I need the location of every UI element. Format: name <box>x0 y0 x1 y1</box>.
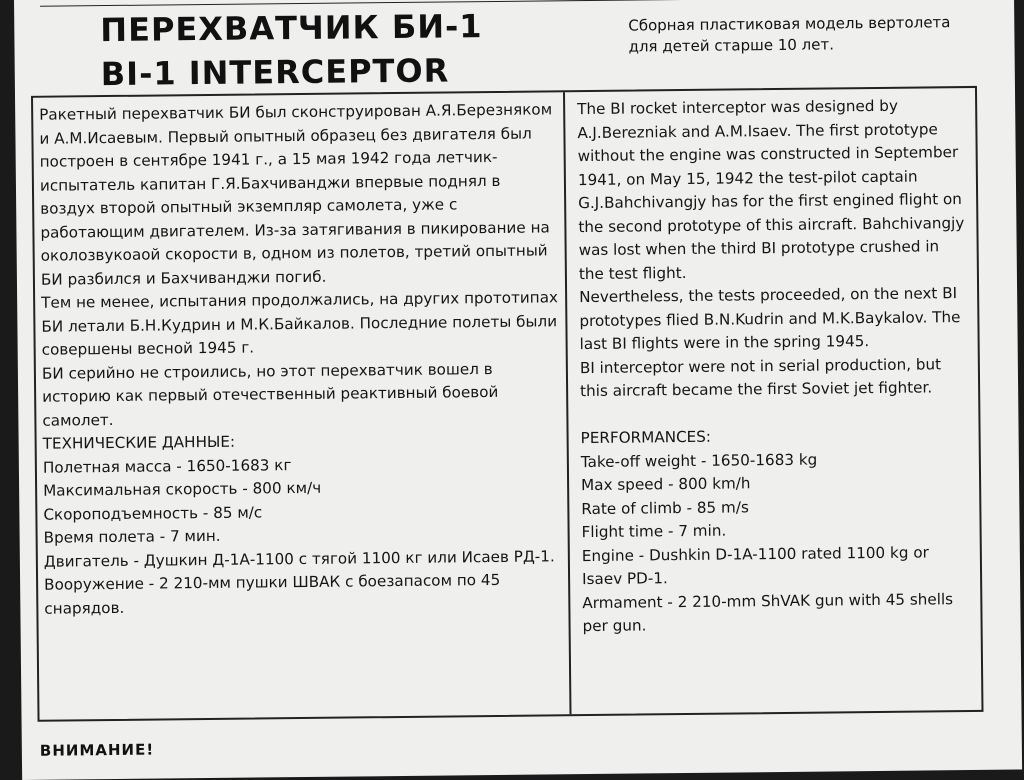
en-spec-climb: Rate of climb - 85 m/s <box>581 497 749 518</box>
en-spec-armament: Armament - 2 210-mm ShVAK gun with 45 shells per gun. <box>582 589 954 636</box>
ru-spec-armament: Вооружение - 2 210-мм пушки ШВАК с боезапасом по 45 снарядов. <box>44 570 501 618</box>
en-paragraph-3: BI interceptor were not in serial production, but this aircraft became the first Soviet jet fighter. <box>579 354 942 401</box>
en-spec-flight-time: Flight time - 7 min. <box>581 521 727 542</box>
top-rule <box>40 0 970 7</box>
en-spec-weight: Take-off weight - 1650-1683 kg <box>580 450 818 471</box>
ru-paragraph-3: БИ серийно не строились, но этот перехватчик вошел в историю как первый отечественный реактивный боевой самолет. <box>41 359 499 430</box>
warning-heading: ВНИМАНИЕ! <box>39 740 155 760</box>
en-paragraph-2: Nevertheless, the tests proceeded, on the next BI prototypes flied B.N.Kudrin and M.K.Baykalov. The last BI flights were in the spring 1945. <box>579 284 961 354</box>
ru-spec-weight: Полетная масса - 1650-1683 кг <box>42 455 292 477</box>
model-subtitle: Сборная пластиковая модель вертолета для детей старше 10 лет. <box>628 13 951 56</box>
en-spec-engine: Engine - Dushkin D-1A-1100 rated 1100 kg or Isaev PD-1. <box>581 542 929 589</box>
title-english: BI-1 INTERCEPTOR <box>100 51 450 94</box>
ru-paragraph-2: Тем не менее, испытания продолжались, на других прототипах БИ летали Б.Н.Кудрин и М.К.Байкалов. Последние полеты были совершены весной 1945 г. <box>41 288 559 359</box>
en-specs-title: PERFORMANCES: <box>580 427 712 448</box>
ru-spec-speed: Максимальная скорость - 800 км/ч <box>43 478 322 500</box>
text-frame <box>31 86 984 722</box>
russian-column <box>39 98 564 620</box>
ru-specs-title: ТЕХНИЧЕСКИЕ ДАННЫЕ: <box>42 432 236 453</box>
english-column <box>577 94 973 639</box>
ru-spec-engine: Двигатель - Душкин Д-1А-1100 с тягой 1100 кг или Исаев РД-1. <box>43 546 555 571</box>
ru-paragraph-1: Ракетный перехватчик БИ был сконструирован А.Я.Березняком и А.М.Исаевым. Первый опытный образец без двигателя был построен в сентябре 1941 г., а 15 мая 1942 года летчик-испытатель капитан Г.Я.Бахчиванджи впервые поднял в воздух второй опытный экземпляр самолета, уже с работающим двигателем. Из-за затягивания в пикирование на околозвукоаой скорости в, одном из полетов, третий опытный БИ разбился и Бахчиванджи погиб. <box>39 100 553 289</box>
ru-spec-climb: Скороподъемность - 85 м/с <box>43 502 263 524</box>
title-russian: ПЕРЕХВАТЧИК БИ-1 <box>100 7 483 50</box>
column-divider <box>563 92 572 714</box>
en-spec-speed: Max speed - 800 km/h <box>581 474 751 495</box>
instruction-sheet <box>14 0 1022 780</box>
en-paragraph-1: The BI rocket interceptor was designed by A.J.Berezniak and A.M.Isaev. The first prototype without the engine was constructed in September 1941, on May 15, 1942 the test-pilot captain G.J.Bahchivangjy has for the first engined flight on the second prototype of this aircraft. Bahchivangjy was lost when the third BI prototype crushed in the test flight. <box>577 96 965 283</box>
ru-spec-flight-time: Время полета - 7 мин. <box>43 526 221 547</box>
